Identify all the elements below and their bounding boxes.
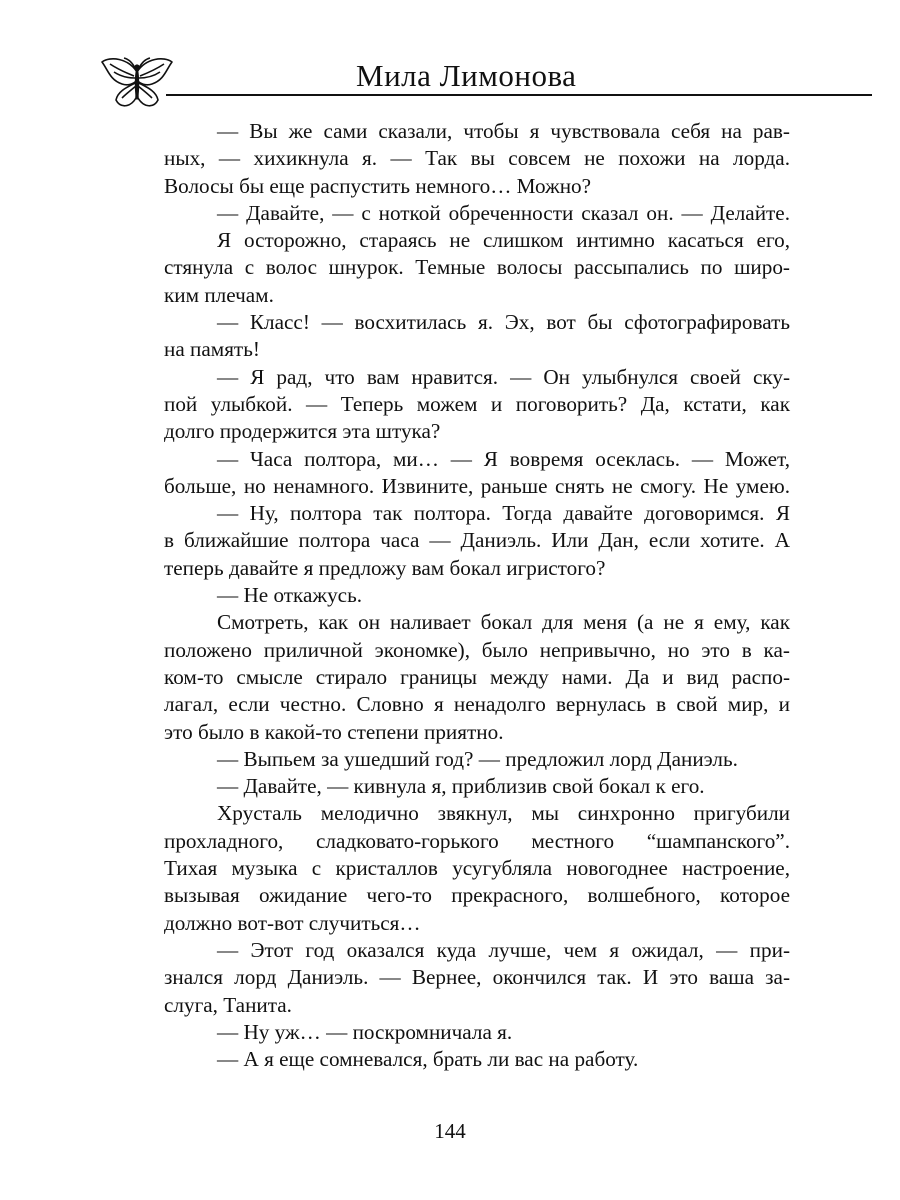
text-line: слуга, Танита. — [164, 992, 292, 1017]
text-line: Волосы бы еще распустить немного… Можно? — [164, 173, 592, 198]
text-line: — А я еще сомневался, брать ли вас на работу. — [217, 1047, 639, 1072]
text-line: пой улыбкой. — Теперь можем и поговорить? Да, кстати, как — [164, 391, 790, 416]
author-name: Мила Лимонова — [356, 58, 577, 93]
text-line: вызывая ожидание чего-то прекрасного, волшебного, которое — [164, 883, 790, 908]
text-line: — Класс! — восхитилась я. Эх, вот бы сфотографировать — [217, 310, 790, 335]
text-line: Тихая музыка с кристаллов усугубляла новогоднее настроение, — [164, 856, 790, 881]
text-line: знался лорд Даниэль. — Вернее, окончился так. И это ваша за- — [164, 965, 790, 990]
text-line: Смотреть, как он наливает бокал для меня (а не я ему, как — [217, 610, 790, 635]
text-line: прохладного, сладковато-горького местного “шампанского”. — [164, 828, 790, 853]
running-header — [98, 54, 872, 112]
text-line: — Не откажусь. — [217, 583, 363, 608]
text-line: — Выпьем за ушедший год? — предложил лорд Даниэль. — [217, 746, 738, 771]
butterfly-icon — [98, 54, 176, 112]
text-line: — Ну уж… — поскромничала я. — [217, 1019, 513, 1044]
text-line: — Давайте, — с ноткой обреченности сказал он. — Делайте. — [217, 200, 790, 225]
text-line: ким плечам. — [164, 282, 274, 307]
text-line: ных, — хихикнула я. — Так вы совсем не похожи на лорда. — [164, 146, 790, 171]
text-line: на память! — [164, 337, 260, 362]
text-line: долго продержится эта штука? — [164, 419, 441, 444]
text-line: Хрусталь мелодично звякнул, мы синхронно пригубили — [217, 801, 790, 826]
text-line: — Этот год оказался куда лучше, чем я ожидал, — при- — [217, 937, 790, 962]
text-line: — Ну, полтора так полтора. Тогда давайте договоримся. Я — [217, 501, 790, 526]
text-line: должно вот-вот случиться… — [164, 910, 421, 935]
text-line: положено приличной экономке), было непривычно, но это в ка- — [164, 637, 790, 662]
page-number: 144 — [434, 1119, 466, 1143]
text-line: теперь давайте я предложу вам бокал игристого? — [164, 555, 606, 580]
text-line: лагал, если честно. Словно я ненадолго вернулась в свой мир, и — [164, 692, 790, 717]
text-line: больше, но ненамного. Извините, раньше снять не смогу. Не умею. — [164, 473, 790, 498]
book-text — [164, 118, 790, 1073]
text-line: — Часа полтора, ми… — Я вовремя осеклась. — Может, — [217, 446, 790, 471]
text-line: ком-то смысле стирало границы между нами. Да и вид распо- — [164, 664, 790, 689]
text-line: это было в какой-то степени приятно. — [164, 719, 504, 744]
text-line: в ближайшие полтора часа — Даниэль. Или Дан, если хотите. А — [164, 528, 790, 553]
header-divider — [166, 94, 872, 96]
text-line: — Давайте, — кивнула я, приблизив свой бокал к его. — [217, 774, 705, 799]
text-line: Я осторожно, стараясь не слишком интимно касаться его, — [217, 228, 790, 253]
text-line: стянула с волос шнурок. Темные волосы рассыпались по широ- — [164, 255, 790, 280]
text-line: — Вы же сами сказали, чтобы я чувствовала себя на рав- — [217, 119, 790, 143]
text-line: — Я рад, что вам нравится. — Он улыбнулся своей ску- — [217, 364, 790, 389]
